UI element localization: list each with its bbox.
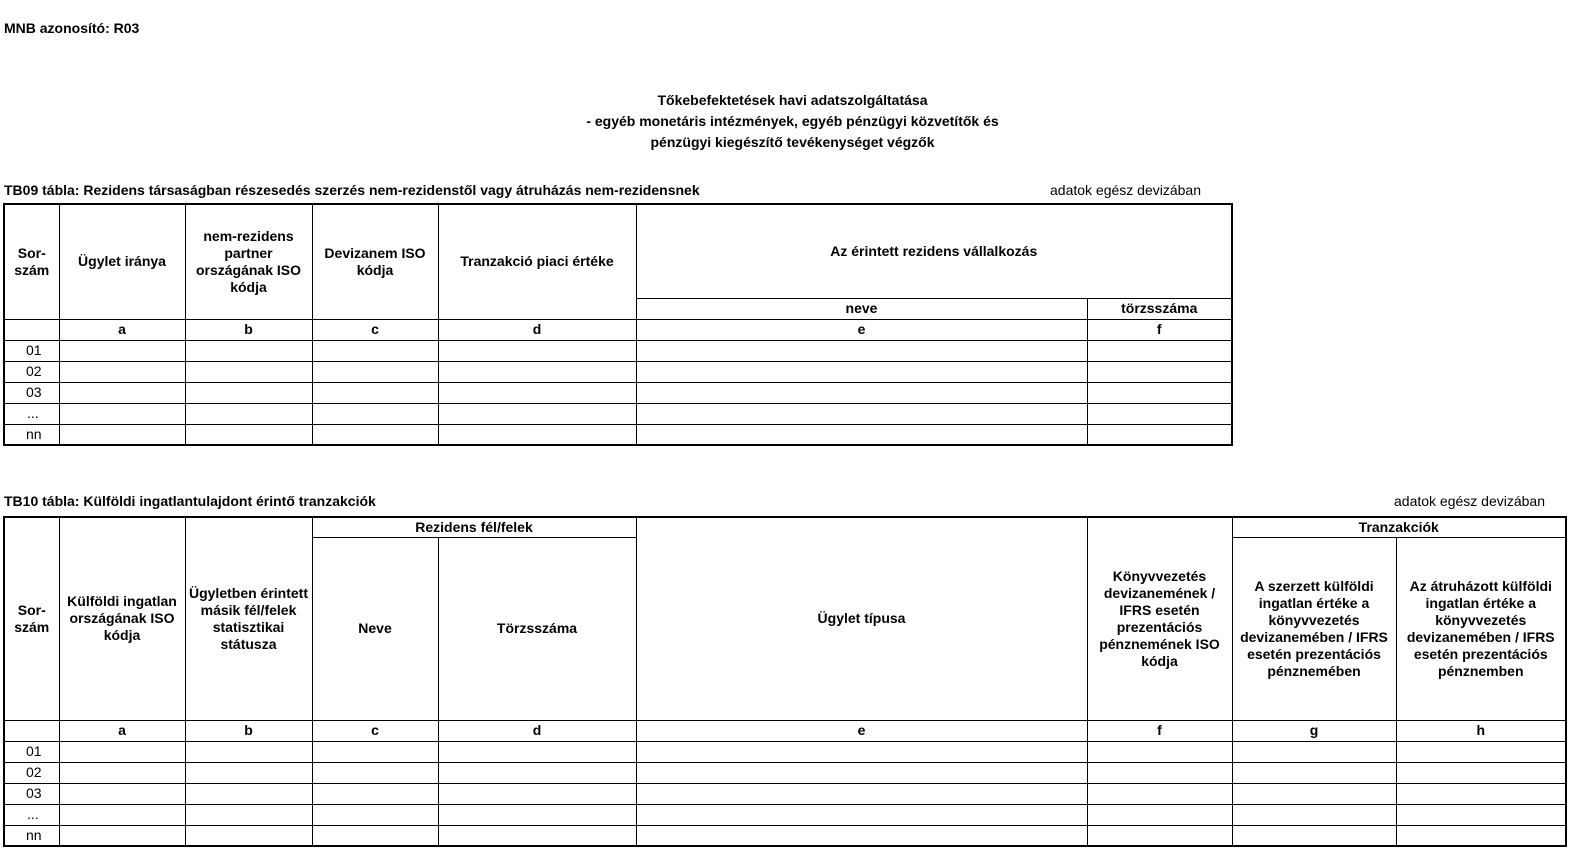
tb09-header-neve: neve [636,298,1087,319]
data-cell[interactable] [59,340,185,361]
data-cell[interactable] [185,382,312,403]
tb10-code-h: h [1396,720,1566,741]
data-cell[interactable] [1087,783,1232,804]
tb09-header-devizanem-iso: Devizanem ISO kódja [312,204,438,319]
row-label: ... [4,403,59,424]
tb10-header-torzsszama: Törzsszáma [438,537,636,720]
data-cell[interactable] [1087,804,1232,825]
data-cell[interactable] [1396,741,1566,762]
data-cell[interactable] [438,424,636,445]
table-row [4,382,1232,403]
data-cell[interactable] [636,804,1087,825]
data-cell[interactable] [438,741,636,762]
data-cell[interactable] [1087,361,1232,382]
tb09-header-ugylet-iranya: Ügylet iránya [59,204,185,319]
tb10-code-d: d [438,720,636,741]
data-cell[interactable] [59,741,185,762]
data-cell[interactable] [1232,825,1396,846]
row-label: 03 [4,382,59,403]
row-label: 01 [4,741,59,762]
data-cell[interactable] [438,825,636,846]
data-cell[interactable] [312,762,438,783]
tb10-header-statisztikai-statusz: Ügyletben érintett másik fél/felek statisztikai státusza [185,517,312,720]
data-cell[interactable] [185,361,312,382]
data-cell[interactable] [185,340,312,361]
data-cell[interactable] [1087,340,1232,361]
data-cell[interactable] [59,382,185,403]
tb10-code-e: e [636,720,1087,741]
data-cell[interactable] [312,783,438,804]
title-line-2: - egyéb monetáris intézmények, egyéb pénzügyi közvetítők és [586,113,999,129]
data-cell[interactable] [636,762,1087,783]
data-cell[interactable] [312,361,438,382]
tb10-header-neve: Neve [312,537,438,720]
data-cell[interactable] [59,762,185,783]
data-cell[interactable] [636,403,1087,424]
tb09-code-d: d [438,319,636,340]
row-label: 01 [4,340,59,361]
data-cell[interactable] [1087,741,1232,762]
data-cell[interactable] [1396,783,1566,804]
data-cell[interactable] [636,382,1087,403]
tb09-header-tranzakcio-ertek: Tranzakció piaci értéke [438,204,636,319]
row-label: 02 [4,361,59,382]
table-row [4,804,1566,825]
tb09-header-erintett-vallalkozas: Az érintett rezidens vállalkozás [636,204,1232,298]
data-cell[interactable] [636,361,1087,382]
data-cell[interactable] [59,403,185,424]
table-row [4,783,1566,804]
data-cell[interactable] [1396,804,1566,825]
tb10-unit: adatok egész devizában [1394,493,1545,509]
data-cell[interactable] [1087,403,1232,424]
mnb-id: MNB azonosító: R03 [4,20,140,36]
row-label: nn [4,424,59,445]
table-row [4,741,1566,762]
data-cell[interactable] [636,825,1087,846]
data-cell[interactable] [312,382,438,403]
tb09-code-empty [4,319,59,340]
table-row [4,403,1232,424]
data-cell[interactable] [438,361,636,382]
data-cell[interactable] [59,825,185,846]
data-cell[interactable] [312,424,438,445]
table-row [4,825,1566,846]
data-cell[interactable] [185,424,312,445]
table-row [4,340,1232,361]
tb10-code-g: g [1232,720,1396,741]
tb10-header-konyvvezetes-iso: Könyvvezetés devizanemének / IFRS esetén prezentációs pénznemének ISO kódja [1087,517,1232,720]
title-line-1: Tőkebefektetések havi adatszolgáltatása [657,92,928,108]
data-cell[interactable] [312,403,438,424]
row-label: 02 [4,762,59,783]
tb10-header-sorszam: Sor-szám [4,517,59,720]
data-cell[interactable] [185,762,312,783]
tb09-table [3,203,1233,446]
tb09-code-row [4,319,1232,340]
row-label: 03 [4,783,59,804]
data-cell[interactable] [636,340,1087,361]
report-title [0,90,1585,153]
data-cell[interactable] [1232,741,1396,762]
data-cell[interactable] [636,741,1087,762]
tb09-code-f: f [1087,319,1232,340]
data-cell[interactable] [438,762,636,783]
data-cell[interactable] [636,424,1087,445]
tb10-header-tranzakciok: Tranzakciók [1232,517,1566,537]
data-cell[interactable] [1087,382,1232,403]
tb10-header-rezidens-fel: Rezidens fél/felek [312,517,636,537]
table-row [4,762,1566,783]
data-cell[interactable] [185,804,312,825]
data-cell[interactable] [312,804,438,825]
row-label: ... [4,804,59,825]
data-cell[interactable] [438,403,636,424]
tb10-header-ingatlan-iso: Külföldi ingatlan országának ISO kódja [59,517,185,720]
data-cell[interactable] [1232,804,1396,825]
table-row [4,424,1232,445]
data-cell[interactable] [1087,424,1232,445]
data-cell[interactable] [185,741,312,762]
data-cell[interactable] [438,340,636,361]
tb10-code-empty [4,720,59,741]
table-row [4,361,1232,382]
tb10-table [3,516,1567,847]
data-cell[interactable] [185,783,312,804]
data-cell[interactable] [59,424,185,445]
data-cell[interactable] [312,340,438,361]
tb10-code-b: b [185,720,312,741]
tb10-code-row [4,720,1566,741]
tb09-caption: TB09 tábla: Rezidens társaságban részesedés szerzés nem-rezidenstől vagy átruházás nem-rezidensnek [4,182,700,198]
tb09-code-b: b [185,319,312,340]
tb10-code-a: a [59,720,185,741]
data-cell[interactable] [59,783,185,804]
tb09-unit: adatok egész devizában [1050,182,1201,198]
data-cell[interactable] [1232,783,1396,804]
data-cell[interactable] [185,825,312,846]
data-cell[interactable] [59,804,185,825]
data-cell[interactable] [312,741,438,762]
data-cell[interactable] [438,804,636,825]
tb10-code-c: c [312,720,438,741]
tb09-code-a: a [59,319,185,340]
data-cell[interactable] [438,783,636,804]
data-cell[interactable] [1087,762,1232,783]
tb10-code-f: f [1087,720,1232,741]
tb10-header-szerzett-ertek: A szerzett külföldi ingatlan értéke a könyvvezetés devizanemében / IFRS esetén prezentációs pénznemében [1232,537,1396,720]
tb09-header-sorszam: Sor-szám [4,204,59,319]
tb10-caption: TB10 tábla: Külföldi ingatlantulajdont érintő tranzakciók [4,493,376,509]
row-label: nn [4,825,59,846]
data-cell[interactable] [312,825,438,846]
tb10-header-ugylet-tipusa: Ügylet típusa [636,517,1087,720]
data-cell[interactable] [59,361,185,382]
tb09-code-c: c [312,319,438,340]
data-cell[interactable] [438,382,636,403]
data-cell[interactable] [185,403,312,424]
data-cell[interactable] [1396,762,1566,783]
tb09-header-torzsszama: törzsszáma [1087,298,1232,319]
title-line-3: pénzügyi kiegészítő tevékenységet végzők [650,134,935,150]
tb09-header-partner-iso: nem-rezidens partner országának ISO kódja [185,204,312,319]
tb10-header-atruhazott-ertek: Az átruházott külföldi ingatlan értéke a könyvvezetés devizanemében / IFRS esetén prezentációs pénznemben [1396,537,1566,720]
data-cell[interactable] [1396,825,1566,846]
data-cell[interactable] [1232,762,1396,783]
data-cell[interactable] [1087,825,1232,846]
tb09-code-e: e [636,319,1087,340]
data-cell[interactable] [636,783,1087,804]
